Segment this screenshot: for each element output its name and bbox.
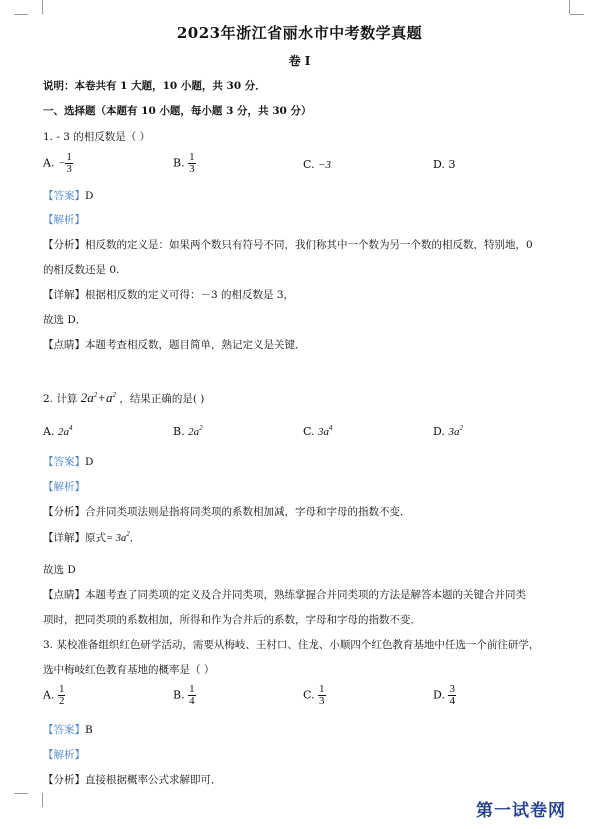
crop-mark	[570, 14, 584, 15]
instruction-note: 说明：本卷共有 1 大题，10 小题，共 30 分．	[43, 80, 266, 92]
q1-xiangjie: 【详解】根据相反数的定义可得：－3 的相反数是 3，	[43, 289, 295, 301]
q3-option-a: A. $\frac{1}{2}$	[43, 683, 65, 707]
crop-mark	[569, 0, 584, 14]
q1-choose: 故选 D．	[43, 314, 87, 326]
q2-option-b: B. $2a^2$	[173, 424, 203, 438]
q2-dianjing-cont: 项时，把同类项的系数相加，所得和作为合并后的系数，字母和字母的指数不变．	[43, 614, 421, 626]
q2-option-a: A. $2a^4$	[43, 424, 73, 438]
q2-choose: 故选 D	[43, 564, 76, 576]
q1-option-d: D. 3	[433, 158, 456, 171]
q3-option-c: C. $\frac{1}{3}$	[303, 683, 325, 707]
q2-dianjing: 【点睛】本题考查了同类项的定义及合并同类项，熟练掌握合并同类项的方法是解答本题的关键合并同类	[43, 589, 526, 601]
q3-analysis-label: 【解析】	[43, 749, 85, 761]
q3-option-b: B. $\frac{1}{4}$	[173, 683, 195, 707]
q1-option-a: A. − $\frac{1}{3}$	[43, 151, 72, 175]
q1-fenxi-cont: 的相反数还是 0.	[43, 264, 120, 276]
q2-option-d: D. $3a^2$	[433, 424, 463, 438]
q3-option-d: D. $\frac{3}{4}$	[433, 683, 455, 707]
q1-fenxi: 【分析】相反数的定义是：如果两个数只有符号不同，我们称其中一个数为另一个数的相反数，特别地，0	[43, 239, 533, 251]
question-1-stem: 1. - 3 的相反数是（ ）	[43, 131, 151, 143]
q3-answer: 【答案】B	[43, 724, 93, 736]
question-2-stem: 2. 计算 $2a^2+a^2$ ，结果正确的是( )	[43, 390, 205, 405]
crop-mark	[14, 14, 28, 15]
q1-analysis-label: 【解析】	[43, 214, 85, 226]
q2-xiangjie: 【详解】原式= $3a^2$．	[43, 530, 141, 544]
q2-answer: 【答案】D	[43, 456, 94, 468]
question-3-stem: 3. 某校准备组织红色研学活动，需要从梅岐、王村口、住龙、小顺四个红色教育基地中任选一个前往研学，	[43, 639, 540, 651]
crop-mark	[14, 793, 28, 794]
site-watermark: 第一试卷网	[476, 801, 566, 821]
crop-mark	[28, 793, 43, 807]
page-title: 2023年浙江省丽水市中考数学真题	[176, 24, 423, 42]
q3-fenxi: 【分析】直接根据概率公式求解即可．	[43, 774, 222, 786]
volume-label: 卷 I	[288, 54, 311, 68]
q1-answer: 【答案】D	[43, 190, 94, 202]
question-3-stem-cont: 选中梅岐红色教育基地的概率是（ ）	[43, 664, 215, 676]
q1-dianjing: 【点睛】本题考查相反数，题目简单，熟记定义是关键．	[43, 339, 306, 351]
q1-option-b: B. $\frac{1}{3}$	[173, 151, 195, 175]
q2-analysis-label: 【解析】	[43, 481, 85, 493]
section-heading: 一、选择题（本题有 10 小题，每小题 3 分，共 30 分）	[43, 105, 312, 117]
q2-fenxi: 【分析】合并同类项法则是指将同类项的系数相加减，字母和字母的指数不变．	[43, 506, 411, 518]
q2-option-c: C. $3a^4$	[303, 424, 333, 438]
q1-option-c: C. −3	[303, 158, 331, 171]
crop-mark	[28, 0, 43, 14]
